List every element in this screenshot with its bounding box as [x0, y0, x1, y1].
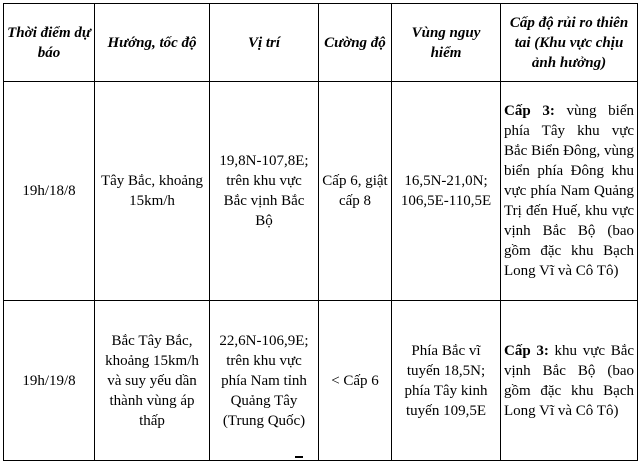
page-fragment-mark	[295, 456, 303, 458]
cell-position: 19,8N-107,8E; trên khu vực Bắc vịnh Bắc Bộ	[210, 82, 319, 301]
cell-danger-zone: 16,5N-21,0N; 106,5E-110,5E	[392, 82, 501, 301]
cell-direction: Bắc Tây Bắc, khoảng 15km/h và suy yếu dần thành vùng áp thấp	[95, 301, 210, 461]
table-row	[4, 301, 638, 461]
risk-level-text: vùng biển phía Tây khu vực Bắc Biển Đông, vùng biển phía Đông khu vực phía Nam Quảng Trị đến Huế, khu vực vịnh Bắc Bộ (bao gồm đặc khu Bạch Long Vĩ và Cô Tô)	[504, 103, 635, 279]
table-row	[4, 82, 638, 301]
cell-danger-zone: Phía Bắc vĩ tuyến 18,5N; phía Tây kinh tuyến 109,5E	[392, 301, 501, 461]
table-header-row	[4, 4, 638, 82]
cell-intensity: Cấp 6, giật cấp 8	[319, 82, 392, 301]
cell-time: 19h/18/8	[4, 82, 95, 301]
cell-risk-level	[501, 301, 638, 461]
header-position: Vị trí	[210, 4, 319, 82]
forecast-table	[3, 3, 638, 461]
header-time: Thời điểm dự báo	[4, 4, 95, 82]
cell-time: 19h/19/8	[4, 301, 95, 461]
cell-direction: Tây Bắc, khoảng 15km/h	[95, 82, 210, 301]
cell-position: 22,6N-106,9E; trên khu vực phía Nam tỉnh Quảng Tây (Trung Quốc)	[210, 301, 319, 461]
risk-level-label: Cấp 3:	[504, 342, 549, 359]
header-risk-level: Cấp độ rủi ro thiên tai (Khu vực chịu ảnh hưởng)	[501, 4, 638, 82]
header-direction: Hướng, tốc độ	[95, 4, 210, 82]
risk-level-text: khu vực Bắc vịnh Bắc Bộ (bao gồm đặc khu Bạch Long Vĩ và Cô Tô)	[504, 342, 635, 419]
cell-intensity: < Cấp 6	[319, 301, 392, 461]
cell-risk-level	[501, 82, 638, 301]
risk-level-label: Cấp 3:	[504, 103, 555, 119]
header-danger-zone: Vùng nguy hiểm	[392, 4, 501, 82]
header-intensity: Cường độ	[319, 4, 392, 82]
